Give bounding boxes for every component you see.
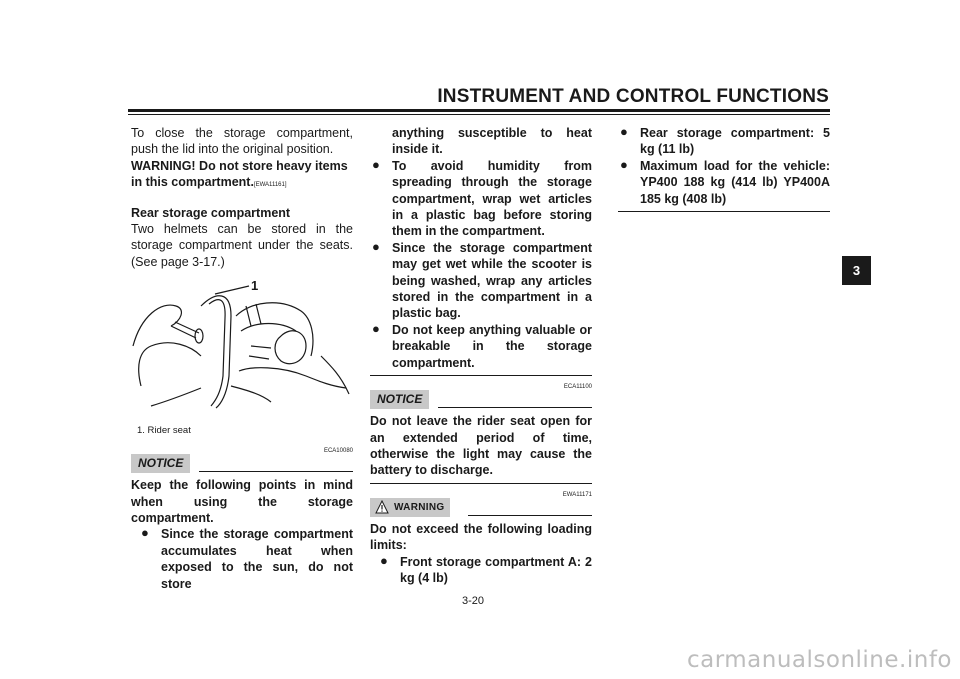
header-rule-thin [128,114,830,115]
notice-code: ECA10080 [323,448,353,455]
bullet-dot: ● [380,552,388,568]
seat-drawing [131,276,353,414]
notice-text: Keep the following points in mind when using the storage compartment. [131,478,353,526]
bullet-heat-continued: anything susceptible to heat inside it. [392,126,592,157]
bullet-heat: ● Since the storage compartment accumulates heat when exposed to the sun, do not store [141,525,353,591]
warning-code-2: EWA11171 [562,491,592,498]
figure-caption: 1. Rider seat [137,424,191,436]
warning-rule [468,515,592,516]
column-3 [618,125,830,212]
intro-text: To close the storage compartment, push the lid into the original position. [131,126,353,157]
warning-text: Do not exceed the following loading limits: [370,521,592,553]
notice-header-2 [370,384,592,410]
bullet-dot: ● [372,156,380,172]
bullet-dot: ● [372,320,380,336]
bullet-dot: ● [372,238,380,254]
warning-badge: WARNING [370,498,450,517]
notice-badge: NOTICE [131,454,190,473]
column-1 [131,125,353,592]
bullet-humidity: ● To avoid humidity from spreading through the storage compartment, wrap wet articles in a plastic bag before storing them in the compartment. [372,156,592,239]
column-2 [370,125,592,586]
notice-text-2: Do not leave the rider seat open for an extended period of time, otherwise the light may cause the battery to discharge. [370,414,592,478]
load-max: ● Maximum load for the vehicle: YP400 188 kg (414 lb) YP400A 185 kg (408 lb) [620,156,830,206]
notice-rule [199,471,353,472]
notice-badge-2: NOTICE [370,390,429,409]
bullet-valuables: ● Do not keep anything valuable or breakable in the storage compartment. [372,320,592,370]
load-rear: ● Rear storage compartment: 5 kg (11 lb) [620,124,830,157]
warning-end-rule [618,211,830,212]
warning-header [370,491,592,518]
section-title: INSTRUMENT AND CONTROL FUNCTIONS [437,86,829,107]
watermark: carmanualsonline.info [686,647,952,673]
rear-storage-heading: Rear storage compartment [131,205,291,220]
rider-seat-illustration [131,276,353,444]
bullet-dot: ● [620,124,628,139]
warning-triangle-icon [375,500,389,514]
rear-storage-text: Two helmets can be stored in the storage compartment under the seats. (See page 3-17.) [131,222,353,269]
notice-header [131,448,353,474]
page-number: 3-20 [462,595,485,607]
notice-rule-2 [438,407,592,408]
section-divider [370,375,592,376]
notice-code-2: ECA11100 [563,384,592,391]
warning-code: [EWA11161] [253,182,287,189]
bullet-dot: ● [141,525,149,541]
figure-callout: 1 [251,278,259,294]
chapter-tab[interactable]: 3 [842,256,871,285]
inline-warning: WARNING! Do not store heavy items in this compartment.[EWA11161] [131,158,348,190]
bullet-dot: ● [620,156,628,172]
bullet-washing: ● Since the storage compartment may get wet while the scooter is being washed, wrap any articles stored in the compartment in a plastic bag. [372,238,592,321]
load-front-a: ● Front storage compartment A: 2 kg (4 lb) [380,552,592,585]
header-rule-thick [128,109,830,112]
section-divider-2 [370,483,592,484]
